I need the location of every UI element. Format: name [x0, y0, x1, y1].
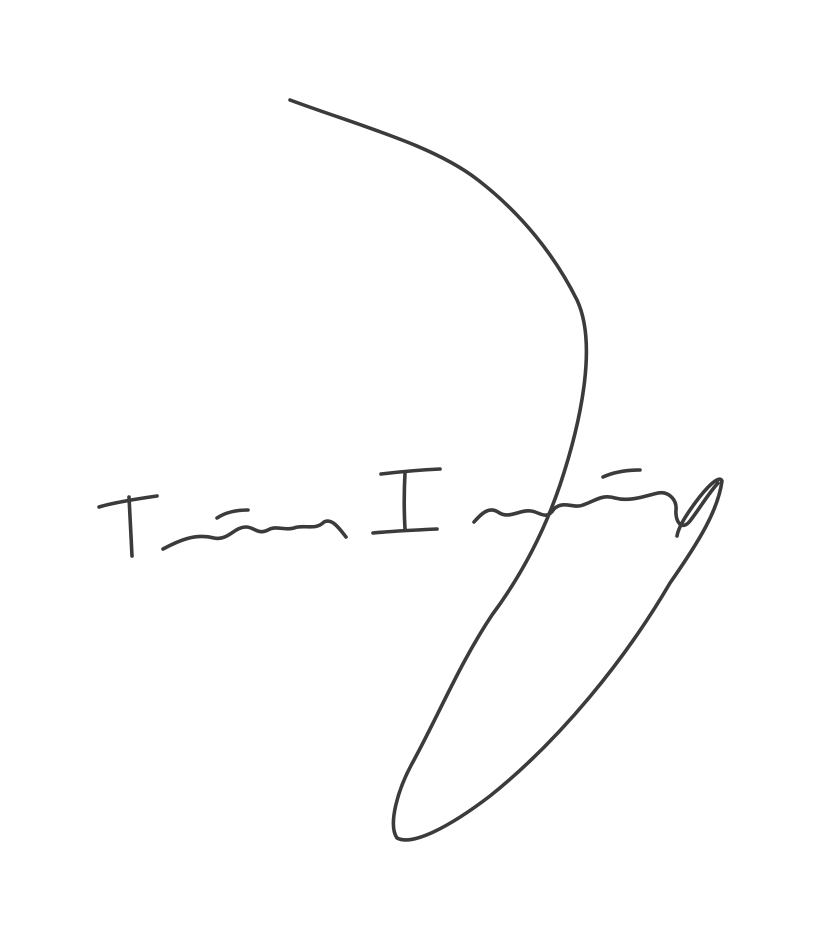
signature-letter-t-stem [129, 497, 132, 556]
signature-accent-one [217, 510, 248, 518]
signature-word-two [474, 483, 718, 525]
signature-letter-i-stem [404, 473, 405, 529]
signature-letter-i-bottom [373, 529, 437, 533]
signature-letter-i-top [381, 469, 440, 474]
signature-accent-two [603, 470, 640, 477]
signature-word-one [163, 521, 346, 549]
signature-flourish [290, 100, 722, 840]
